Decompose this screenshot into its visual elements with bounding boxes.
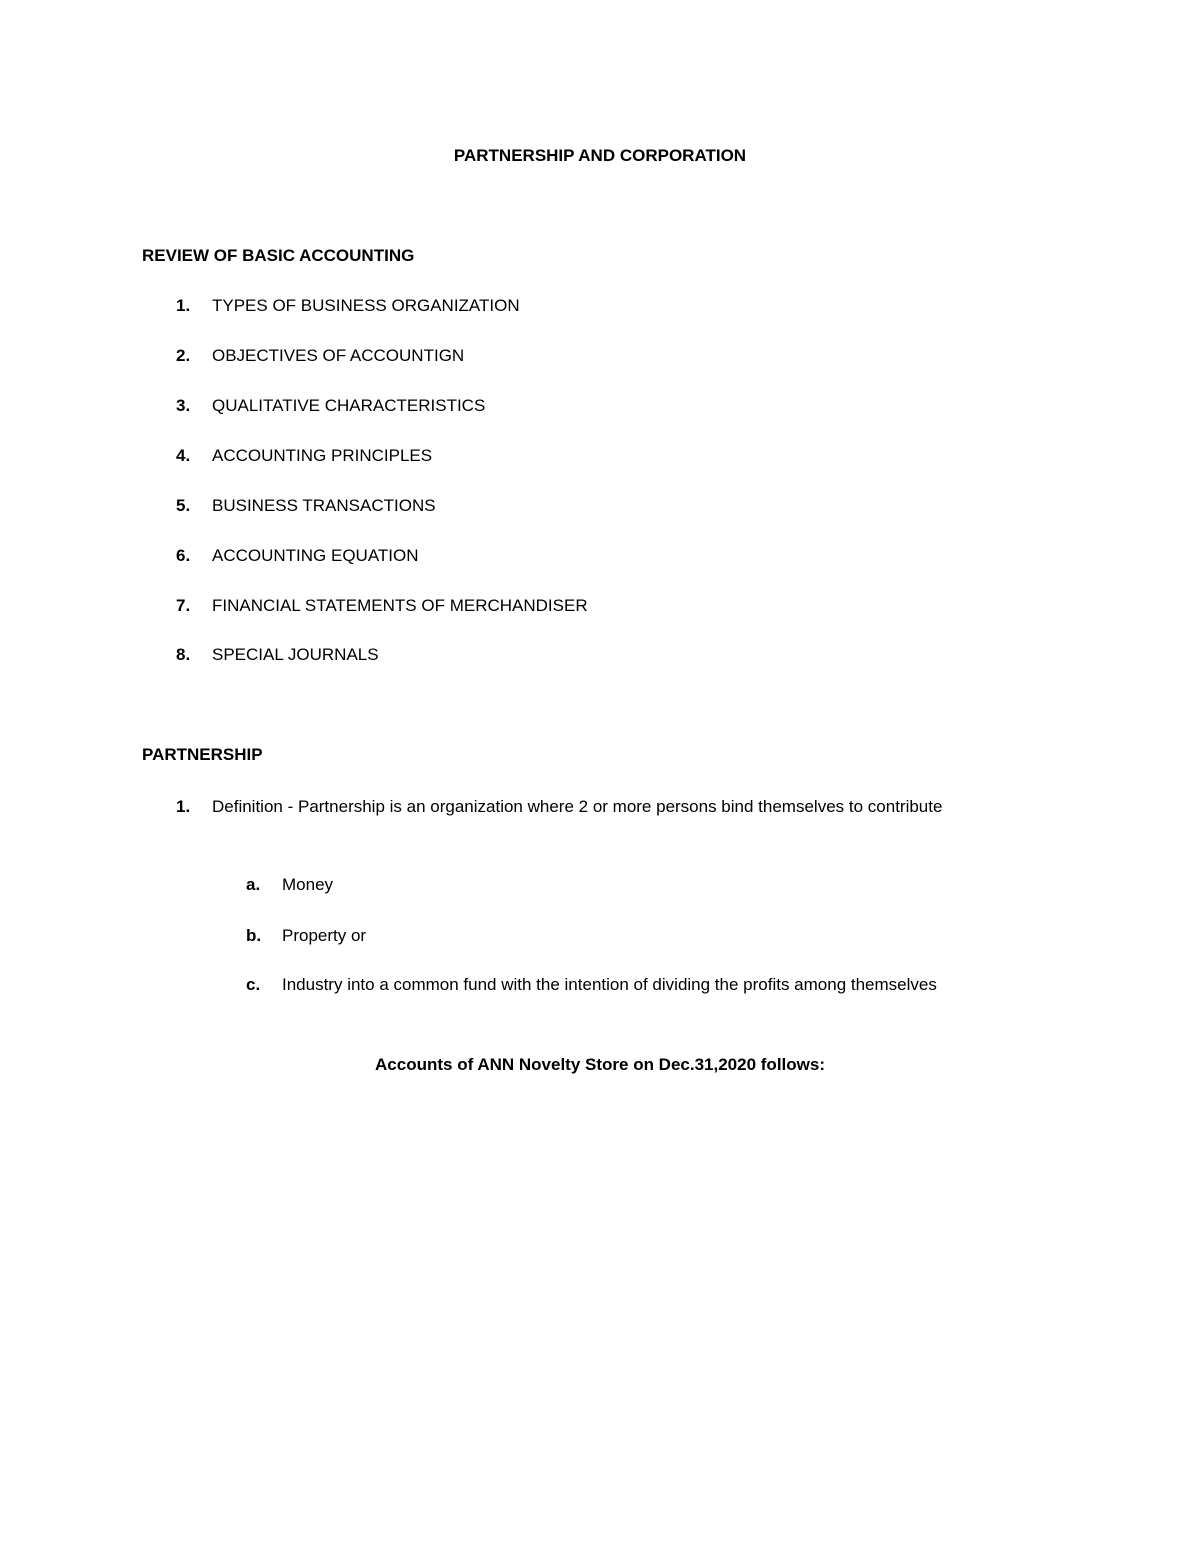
list-item-number: 8. xyxy=(176,645,191,664)
list-item-number: 1. xyxy=(176,797,191,816)
list-item-number: 5. xyxy=(176,496,191,515)
document-title: PARTNERSHIP AND CORPORATION xyxy=(453,146,747,165)
sub-item-text: Property or xyxy=(282,926,367,945)
accounts-intro-line: Accounts of ANN Novelty Store on Dec.31,2020 follows: xyxy=(375,1055,825,1074)
definition-sub-item-c xyxy=(246,970,1006,1000)
definition-sub-item-b xyxy=(246,921,1006,951)
list-item-number: 1. xyxy=(176,296,191,315)
definition-sub-item-a xyxy=(246,870,1006,900)
review-section-heading: REVIEW OF BASIC ACCOUNTING xyxy=(142,246,415,265)
sub-item-text: Money xyxy=(282,875,334,894)
list-item-number: 2. xyxy=(176,346,191,365)
list-item-number: 6. xyxy=(176,546,191,565)
list-item-number: 7. xyxy=(176,596,191,615)
partnership-section-heading: PARTNERSHIP xyxy=(142,745,263,764)
sub-item-letter: b. xyxy=(246,926,262,945)
sub-item-text: Industry into a common fund with the intention of dividing the profits among themselves xyxy=(282,975,937,994)
list-item-text: OBJECTIVES OF ACCOUNTIGN xyxy=(212,346,465,365)
list-item-text: TYPES OF BUSINESS ORGANIZATION xyxy=(212,296,520,315)
list-item-text: ACCOUNTING EQUATION xyxy=(212,546,419,565)
list-item-text: BUSINESS TRANSACTIONS xyxy=(212,496,436,515)
list-item-text: QUALITATIVE CHARACTERISTICS xyxy=(212,396,486,415)
list-item-number: 4. xyxy=(176,446,191,465)
list-item-text: FINANCIAL STATEMENTS OF MERCHANDISER xyxy=(212,596,588,615)
list-item-text: ACCOUNTING PRINCIPLES xyxy=(212,446,433,465)
sub-item-letter: c. xyxy=(246,975,261,994)
definition-text: Definition - Partnership is an organization where 2 or more persons bind themselves to contribute xyxy=(212,797,943,816)
list-item-number: 3. xyxy=(176,396,191,415)
partnership-definition-item xyxy=(176,792,1006,822)
list-item-text: SPECIAL JOURNALS xyxy=(212,645,379,664)
sub-item-letter: a. xyxy=(246,875,261,894)
